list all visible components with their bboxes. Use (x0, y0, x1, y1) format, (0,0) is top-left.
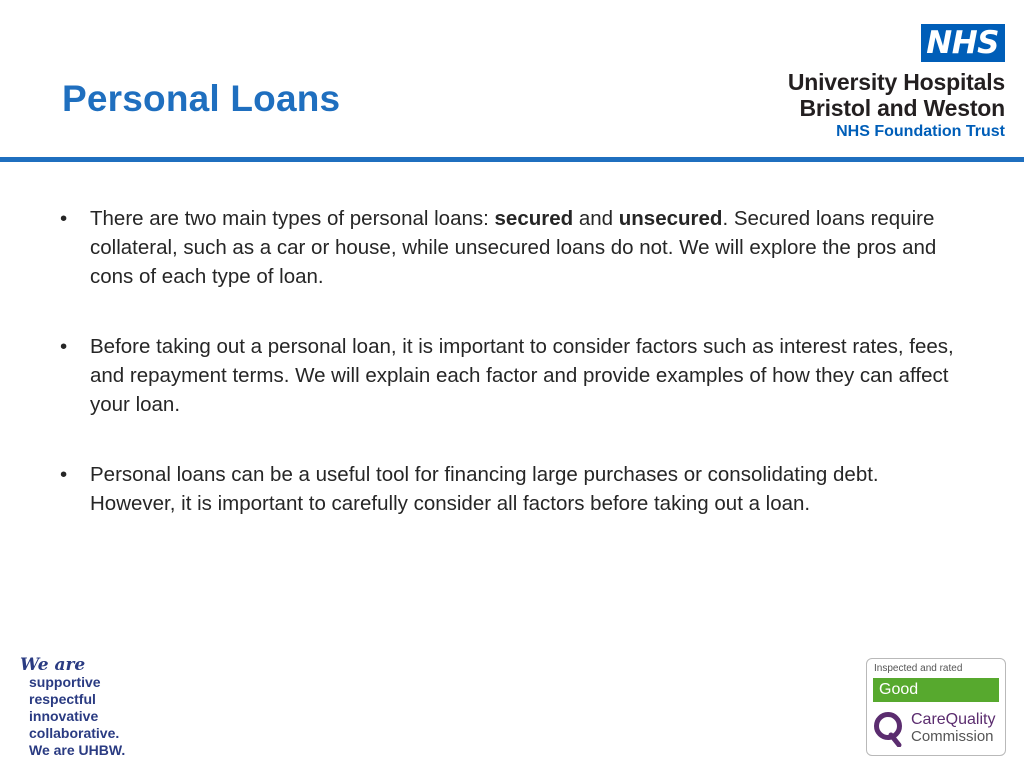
slide-title: Personal Loans (62, 78, 341, 119)
org-name-line-2: Bristol and Weston (799, 95, 1005, 121)
bullet-text: There are two main types of personal loans: (90, 207, 495, 230)
bullet-marker: • (60, 207, 68, 230)
nhs-trust-logo (745, 24, 1005, 143)
cqc-name-line-2: Commission (911, 728, 994, 745)
values-statement (20, 656, 125, 759)
bullet-text: Personal loans can be a useful tool for financing large purchases or consolidating debt. However, it is important to carefully consider all factors before taking out a loan. (90, 463, 879, 515)
cqc-name-line-1: CareQuality (911, 711, 996, 728)
values-line: supportive (29, 674, 101, 690)
values-line: We are UHBW. (29, 742, 126, 758)
bullet-text: and (573, 207, 619, 230)
bullet-bold-term: secured (494, 207, 574, 230)
header-divider (0, 157, 1024, 162)
bullet-marker: • (60, 335, 68, 358)
cqc-rating-value: Good (873, 678, 999, 702)
bullet-text: . Secured loans require collateral, such as a car or house, while unsecured loans do not. We will explore the pros and cons of each type of loan. (90, 207, 937, 288)
trust-name: NHS Foundation Trust (836, 123, 1005, 140)
values-line: collaborative. (29, 725, 120, 741)
cqc-rating-badge (866, 658, 1006, 756)
bullet-bold-term: unsecured (618, 207, 723, 230)
cqc-name (911, 711, 995, 745)
cqc-q-icon (873, 711, 905, 747)
bullet-text: Before taking out a personal loan, it is important to consider factors such as interest rates, fees, and repayment terms. We will explain each factor and provide examples of how they can affect your loan. (90, 335, 954, 416)
bullet-marker: • (60, 463, 68, 486)
bullet-item (62, 332, 962, 419)
bullet-list (62, 204, 962, 559)
bullet-item (62, 460, 962, 518)
values-heading: We are (20, 655, 86, 675)
values-line: innovative (29, 708, 99, 724)
cqc-inspected-label: Inspected and rated (874, 663, 963, 674)
org-name-line-1: University Hospitals (787, 69, 1005, 95)
nhs-logo-badge: NHS (921, 24, 1005, 62)
bullet-item (62, 204, 962, 291)
values-line: respectful (29, 691, 96, 707)
